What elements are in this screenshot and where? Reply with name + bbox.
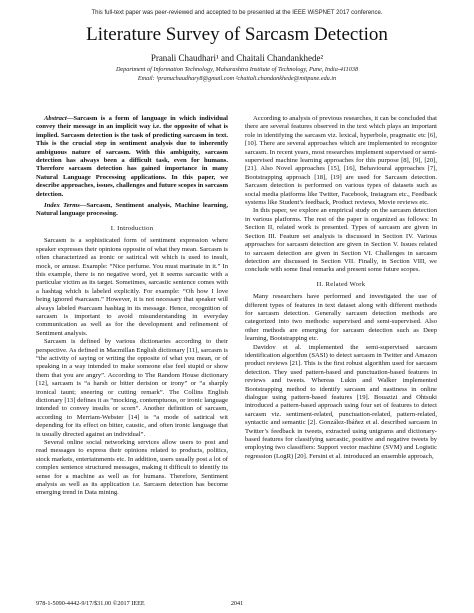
abstract-label: Abstract bbox=[44, 115, 67, 122]
isbn-footer: 978-1-5090-4442-9/17/$31.00 ©2017 IEEE bbox=[36, 600, 145, 607]
body-paragraph: In this paper, we explore an empirical study on the sarcasm detection in various platforms. The rest of the paper is organized as follows: In Section II, related work is presented. Types of sarcasm are given in Section III. Feature set analysis is discussed in Section IV. Various approaches for sarcasm detection are given in Section V. Issues related to sarcasm detection are given in Section VI. Challenges in sarcasm detection are discussed in Section VII. Finally, in Section VIII, we conclude with some final remarks and present some future scopes. bbox=[245, 207, 437, 274]
index-terms-label: Index Terms bbox=[44, 202, 80, 210]
left-column bbox=[36, 115, 228, 595]
section-heading-related-work: II. Related Work bbox=[316, 280, 366, 288]
related-work-paragraph: Davidov et al. implemented the semi-supervised sarcasm identification algorithm (SASI) to detect sarcasm in Twitter and Amazon product reviews [21]. This is the first robust algorithm used for sarcasm detection. They used pattern-based and punctuation-based features in reviews and tweets. Whereas Lukin and Walker implemented Bootstrapping method to identify sarcasm and nastiness in online dialogue using pattern-based features [19]. Bouazizi and Ohtsuki introduced a pattern-based approach using four set of features to detect sarcasm viz. sentiment-related, punctuation-related, pattern-related, syntactic and semantic [2]. González-Ibáñez et al. described sarcasm in Twitter’s feedback in tweets, extracted using unigrams and dictionary-based features for classifying sarcastic, positive and negative tweets by employing two classifiers: Support vector machine (SVM) and Logistic regression (LogR) [20]. Fersini et al. introduced an ensemble approach, bbox=[245, 343, 437, 460]
page-number: 2041 bbox=[230, 600, 244, 607]
intro-paragraph: Sarcasm is a sophisticated form of sentiment expression where speaker expresses their opinions opposite of what they mean. Sarcasm is often characterized as ironic or satirical wit which is used to insult, mock, or amuse. Example: “Nice perfume. You must marinate in it.” In this example, there is no negative word, yet it seems sarcastic with a particular victim as its target. Sometimes, sarcastic sentence comes with a hashtag which is labeled explicitly. For example: “Oh how I love being ignored #sarcasm.” However, it is not necessary that speaker will always labeled #sarcasm hashtag in its message. Hence, recognition of sarcasm is important to avoid misunderstanding in everyday communication as well as for the development and refinement of Sentiment analysis. bbox=[36, 237, 228, 337]
section-heading-introduction: I. Introduction bbox=[110, 224, 154, 232]
author-line: Pranali Chaudhari¹ and Chaitali Chandankhede² bbox=[150, 53, 324, 63]
related-work-paragraph: Many researchers have performed and investigated the use of different types of features in text dataset along with different methods for sarcasm detection. Generally sarcasm detection methods are categorized into two methods: supervised and semi-supervised. Also other methods are emerging for sarcasm detection such as Deep learning, Bootstrapping etc. bbox=[245, 293, 437, 343]
right-column bbox=[245, 115, 437, 595]
conference-note: This full-text paper was peer-reviewed and accepted to be presented at the IEEE WiSPNET 2017 conference. bbox=[91, 10, 383, 16]
intro-paragraph: Sarcasm is defined by various dictionaries according to their perspective. As defined in Macmillan English dictionary [11], sarcasm is “the activity of saying or writing the opposite of what you mean, or of speaking in a way intended to make someone else feel stupid or show them that you are angry”. According to The Random House dictionary [12], sarcasm is “a harsh or bitter derision or irony” or “a sharply ironical taunt; sneering or cutting remark”. The Collins English dictionary [13] defines it as “mocking, contemptuous, or ironic language intended to convey insults or scorn”. Another definition of sarcasm, according to Merriam-Webster [14] is “a mode of satirical wit depending for its effect on bitter, caustic, and often ironic language that is usually directed against an individual”. bbox=[36, 338, 228, 438]
paper-title: Literature Survey of Sarcasm Detection bbox=[86, 24, 388, 45]
abstract bbox=[36, 115, 228, 199]
body-paragraph: According to analysis of previous researches, it can be concluded that there are several features observed in the text which plays an important role in identifying the sarcasm viz. lexical, hyperbole, pragmatic etc [6], [10]. There are several approaches which are implemented to recognize sarcasm. In recent years, most researches implement supervised or semi-supervised machine learning approaches for this purpose [8], [9], [20], [21]. Also Novel approaches [15], [16], Behavioural approaches [7], Bootstrapping approach [18], [19] are used for Sarcasm detection. Sarcasm detection is performed on various types of datasets such as social media platforms like Twitter, Facebook, Instagram etc., Feedback systems like Student’s feedback, Product reviews, Movie reviews etc. bbox=[245, 115, 437, 207]
index-terms bbox=[36, 202, 228, 219]
intro-paragraph: Several online social networking services allow users to post and read messages to express their opinions related to products, politics, stock markets, entertainments etc. In addition, users usually post a lot of complex sentence structured messages, making it difficult to identify its sense for a machine as well as for humans. Therefore, Sentiment analysis as well as its application i.e. Sarcasm detection has become emerging trend in Data mining. bbox=[36, 439, 228, 497]
author-emails: Email: ¹pranuchaudhary8@gmail.com ²chaitali.chandankhede@mitpune.edu.in bbox=[137, 75, 337, 82]
author-affiliation: Department of Information Technology, Maharashtra Institute of Technology, Pune, India-411038 bbox=[115, 66, 359, 73]
index-terms-text: —Sarcasm, Sentiment analysis, Machine learning, Natural language processing. bbox=[36, 202, 228, 218]
abstract-text: —Sarcasm is a form of language in which individual convey their message in an implicit way i.e. the opposite of what is implied. Sarcasm detection is the task of predicting sarcasm in text. This is the crucial step in sentiment analysis due to inherently ambiguous nature of sarcasm. With this ambiguity, sarcasm detection has always been a difficult task, even for humans. Therefore sarcasm detection has gained importance in many Natural Language Processing applications. In this paper, we describe approaches, issues, challenges and future scopes in sarcasm detection. bbox=[36, 115, 228, 198]
